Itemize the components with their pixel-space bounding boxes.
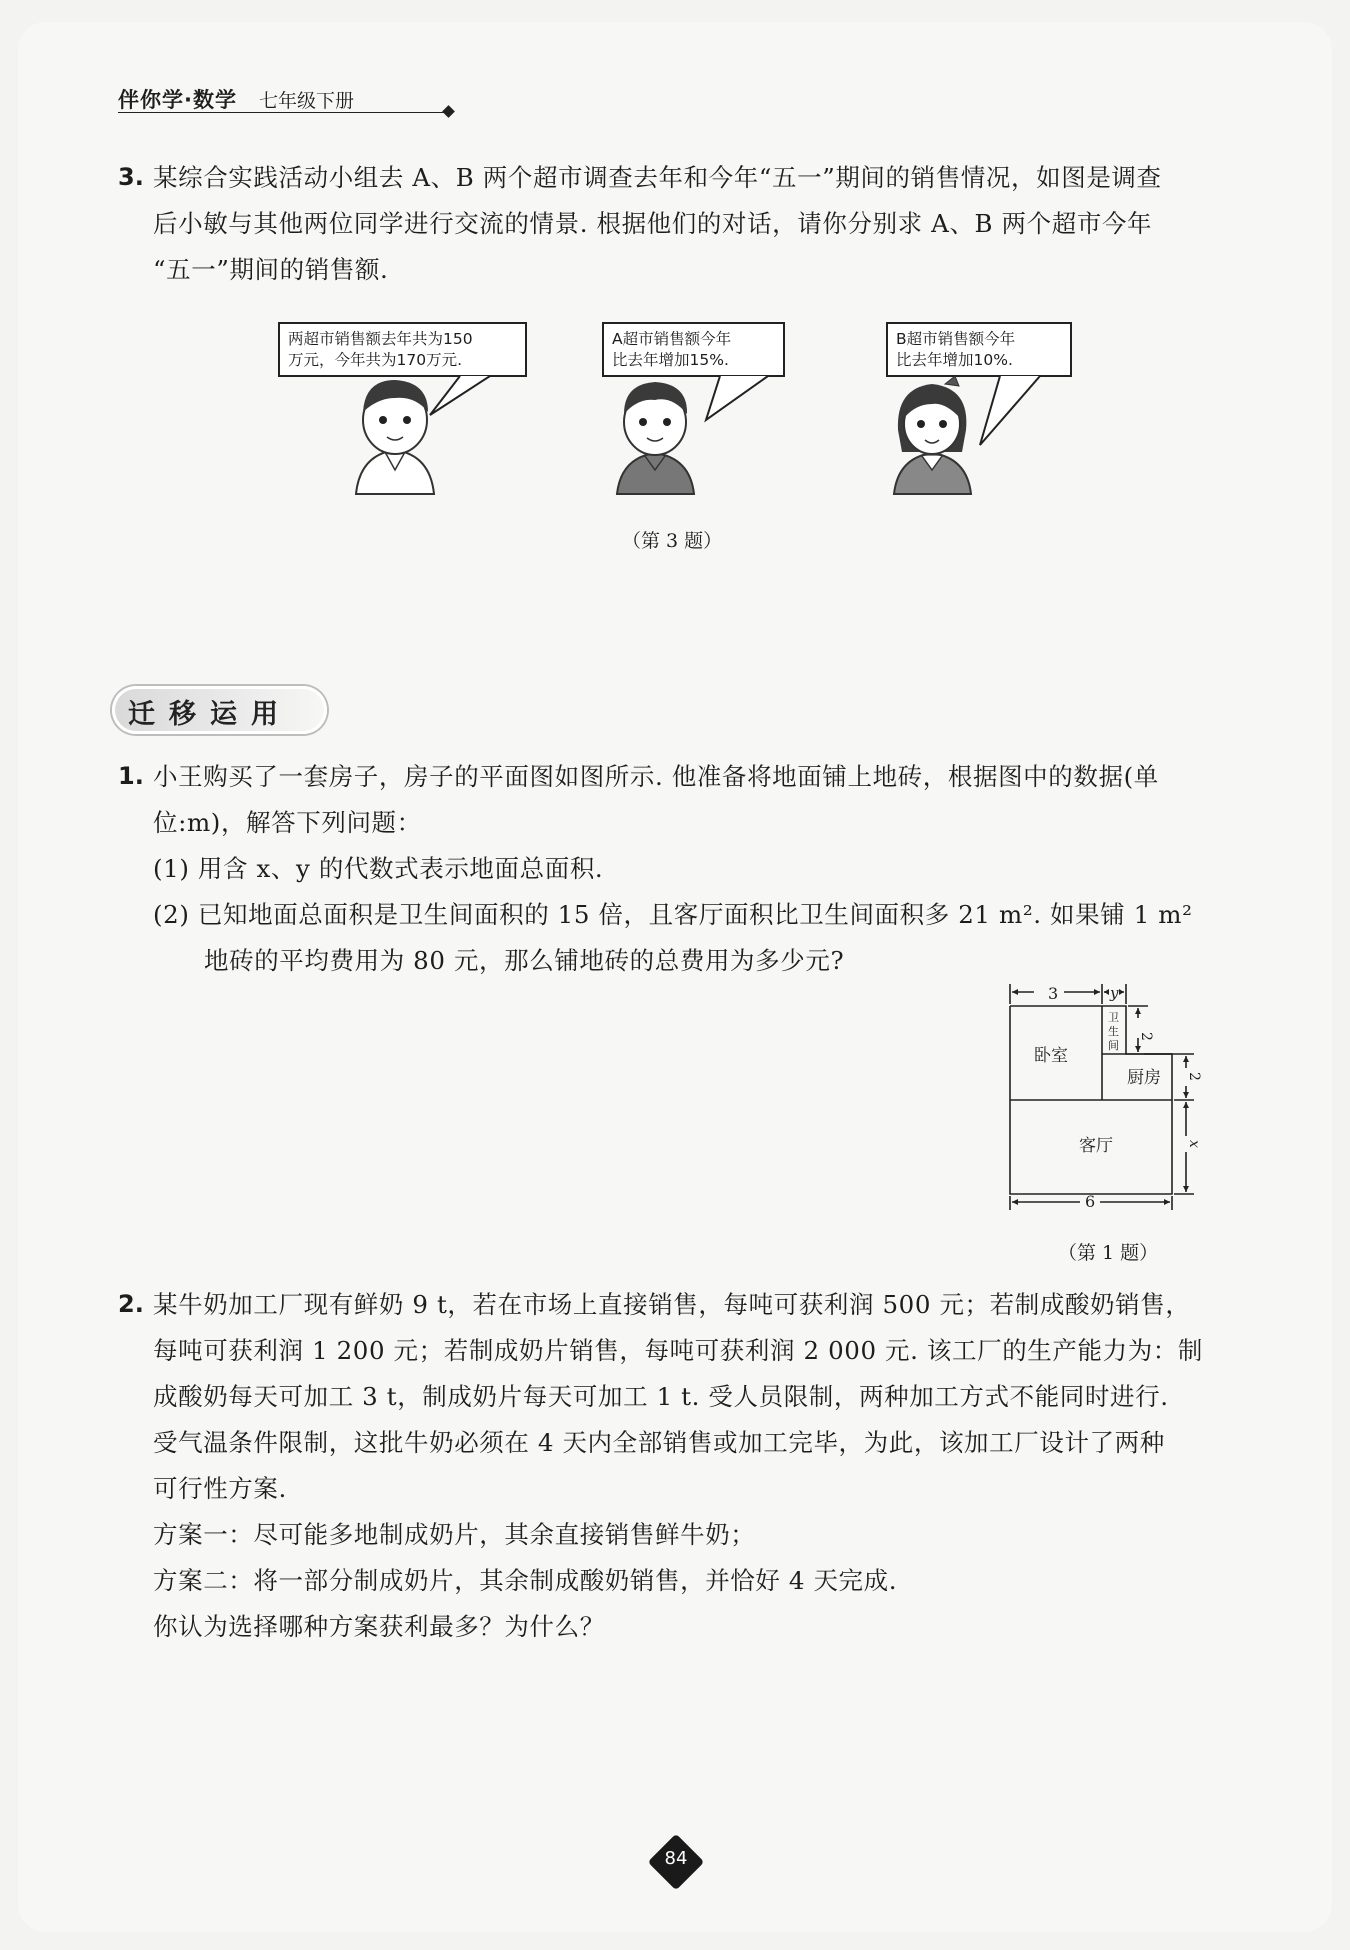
q3-line-2: 后小敏与其他两位同学进行交流的情景. 根据他们的对话，请你分别求 A、B 两个超市今年	[153, 209, 1153, 238]
figure-3-caption: （第 3 题）	[622, 530, 723, 552]
room-kitchen: 厨房	[1127, 1068, 1161, 1088]
page-number-badge	[648, 1834, 704, 1890]
bubble-1-line-1: 两超市销售额去年共为150	[288, 330, 473, 348]
room-bathroom-1: 卫	[1108, 1011, 1119, 1024]
bubble-3-tail	[980, 376, 1040, 445]
p2-plan-1: 方案一：尽可能多地制成奶片，其余直接销售鲜牛奶；	[153, 1520, 756, 1549]
p2-number: 2.	[118, 1290, 144, 1318]
p2-line-1: 某牛奶加工厂现有鲜奶 9 t，若在市场上直接销售，每吨可获利润 500 元；若制成酸奶销售，	[153, 1290, 1191, 1319]
p2-line-3: 成酸奶每天可加工 3 t，制成奶片每天可加工 1 t. 受人员限制，两种加工方式不能同时进行.	[153, 1382, 1169, 1411]
room-bathroom-2: 生	[1108, 1025, 1119, 1038]
room-bathroom-3: 间	[1108, 1039, 1119, 1052]
p1-number: 1.	[118, 762, 144, 790]
section-title: 迁移运用	[128, 699, 292, 730]
dim-right-bottom: x	[1186, 1140, 1202, 1148]
p2-line-5: 可行性方案.	[153, 1474, 287, 1503]
p2-line-4: 受气温条件限制，这批牛奶必须在 4 天内全部销售或加工完毕，为此，该加工厂设计了两种	[153, 1428, 1165, 1457]
dim-top-left: 3	[1048, 984, 1059, 1003]
boy-figure-2	[617, 382, 694, 494]
book-grade: 七年级下册	[258, 90, 354, 112]
bubble-2-tail	[706, 376, 768, 420]
p2-plan-2: 方案二：将一部分制成奶片，其余制成酸奶销售，并恰好 4 天完成.	[153, 1566, 898, 1595]
p2-line-2: 每吨可获利润 1 200 元；若制成奶片销售，每吨可获利润 2 000 元. 该工厂的生产能力为：制	[153, 1336, 1203, 1365]
bubble-2-line-1: A超市销售额今年	[612, 330, 732, 348]
q3-line-1: 某综合实践活动小组去 A、B 两个超市调查去年和今年“五一”期间的销售情况，如图是调查	[153, 163, 1162, 192]
bubble-3-line-2: 比去年增加10%.	[896, 351, 1013, 369]
q3-number: 3.	[118, 163, 144, 191]
page-number: 84	[664, 1848, 688, 1869]
p2-text	[153, 1282, 1273, 1650]
bubble-2-line-2: 比去年增加15%.	[612, 351, 729, 369]
dim-top-right: y	[1110, 984, 1119, 1002]
p2-question: 你认为选择哪种方案获利最多？为什么？	[153, 1612, 605, 1641]
p1-subquestion-1: (1) 用含 x、y 的代数式表示地面总面积.	[153, 854, 604, 883]
p1-subquestion-2-line-2: 地砖的平均费用为 80 元，那么铺地砖的总费用为多少元?	[204, 946, 845, 975]
dialogue-illustration	[0, 0, 1350, 520]
bubble-3-line-1: B超市销售额今年	[896, 330, 1016, 348]
dim-right-top: 2	[1138, 1032, 1154, 1041]
figure-1-caption: （第 1 题）	[1058, 1242, 1159, 1264]
room-bedroom: 卧室	[1034, 1046, 1068, 1066]
girl-figure	[894, 376, 971, 494]
room-living: 客厅	[1079, 1136, 1113, 1156]
bubble-1-tail	[430, 376, 490, 415]
p1-line-1: 小王购买了一套房子，房子的平面图如图所示. 他准备将地面铺上地砖，根据图中的数据(单	[153, 762, 1159, 791]
p1-text	[153, 754, 1253, 846]
p1-line-2: 位:m)，解答下列问题：	[153, 808, 422, 837]
boy-figure-1	[356, 380, 434, 494]
book-title: 伴你学·数学	[118, 88, 237, 112]
p1-subquestion-2-line-1: (2) 已知地面总面积是卫生间面积的 15 倍，且客厅面积比卫生间面积多 21 m². 如果铺 1 m²	[153, 900, 1193, 929]
dim-right-mid: 2	[1186, 1072, 1202, 1081]
q3-line-3: “五一”期间的销售额.	[153, 255, 389, 284]
dim-bottom: 6	[1085, 1192, 1096, 1211]
bubble-1-line-2: 万元，今年共为170万元.	[288, 351, 463, 369]
floor-plan-diagram	[996, 984, 1226, 1214]
